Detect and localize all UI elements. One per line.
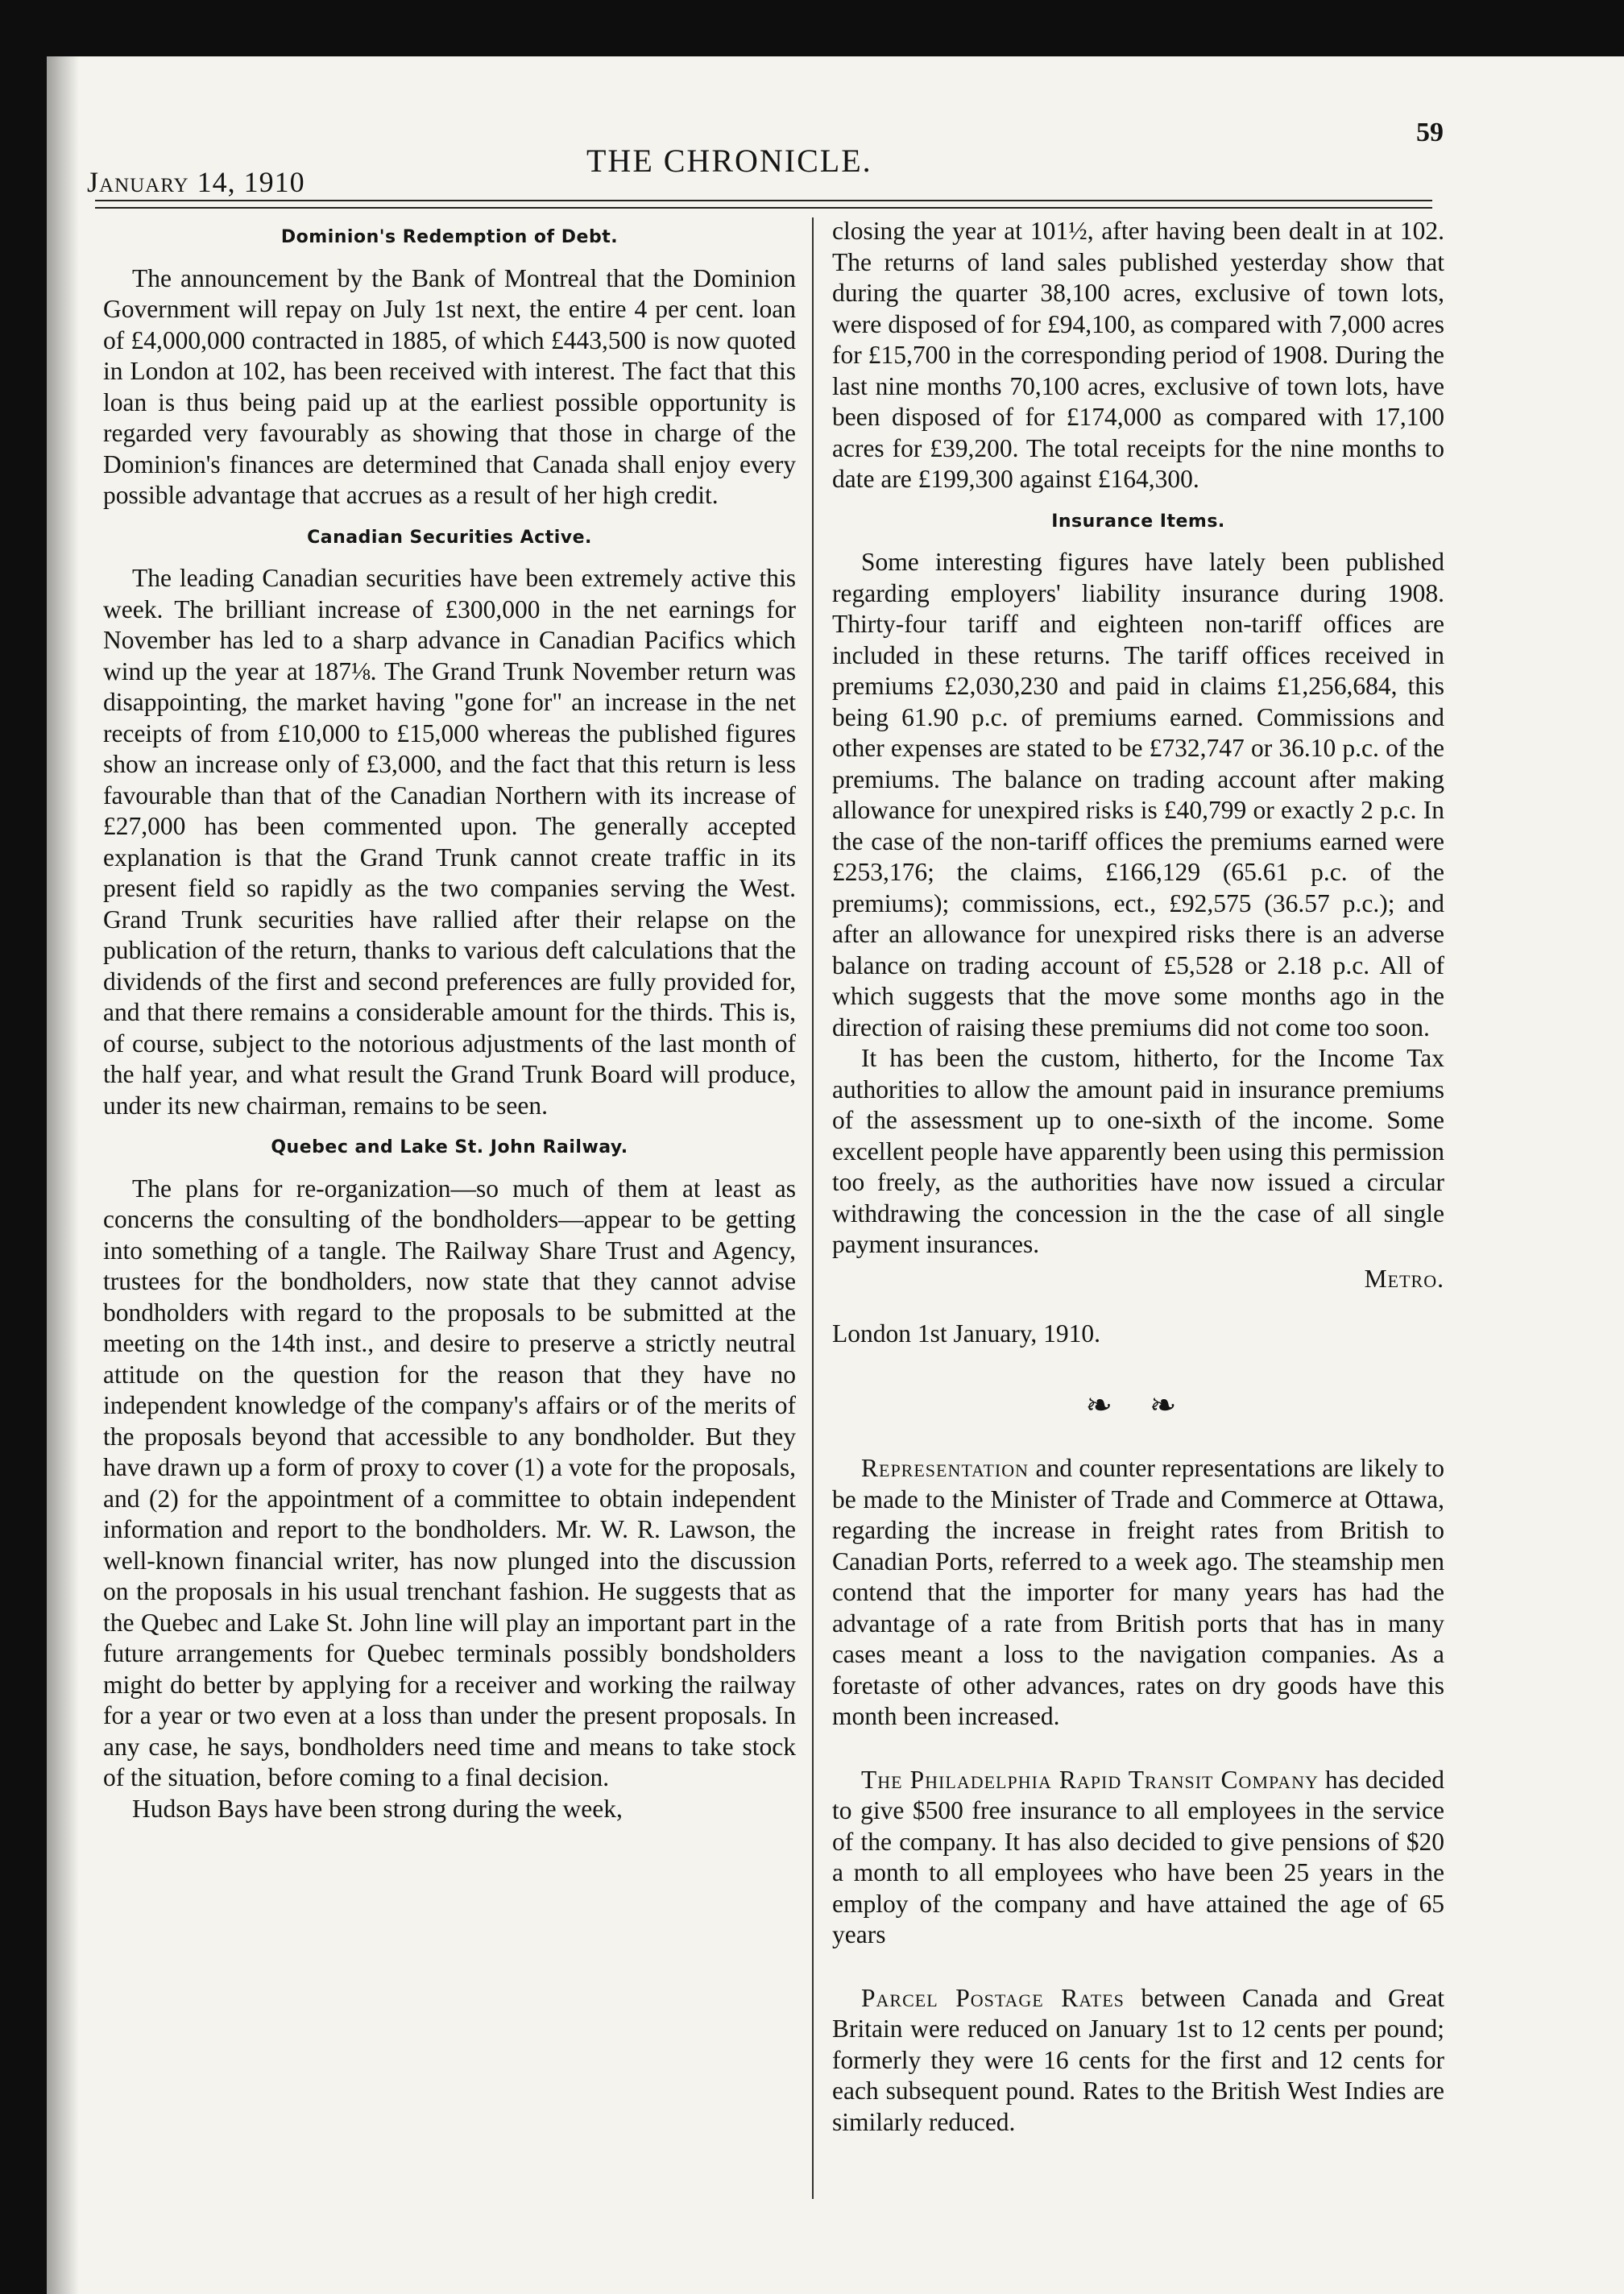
note-philadelphia-transit (832, 1765, 1444, 1951)
paragraph-redemption: The announcement by the Bank of Montreal that the Dominion Government will repay on July 1st next, the entire 4 per cent. loan of £4,000,000 contracted in 1885, of which £443,500 is now quoted in London at 102, has been received with interest. The fact that this loan is thus being paid up at the earliest possible opportunity is regarded very favourably as showing that those in charge of the Dominion's finances are determined that Canada shall enjoy every possible advantage that accrues as a result of her high credit. (103, 263, 796, 509)
note-parcel-postage (832, 1983, 1444, 2139)
paragraph-insurance-figures: Some interesting figures have lately been published regarding employers' liability insurance during 1908. Thirty-four tariff and eighteen non-tariff offices are included in these returns. The tariff offices received in premiums £2,030,230 and paid in claims £1,256,684, this being 61.90 p.c. of premiums earned. Commissions and other expenses are stated to be £732,747 or 36.10 p.c. of the premiums. The balance on trading account after making allowance for unexpired risks is £40,799 or exactly 2 p.c. In the case of the non-tariff offices the premiums earned were £253,176; the claims, £166,129 (65.61 p.c. of the premiums); commissions, ect., £92,575 (36.57 p.c.); and after an allowance for unexpired risks there is an adverse balance on trading account of £5,528 or 2.18 p.c. All of which suggests that the move some months ago in the direction of raising these premiums did not come too soon. (832, 548, 1444, 1041)
page-number: 59 (1416, 118, 1444, 147)
right-column (832, 216, 1444, 2138)
page-binding-shadow (47, 56, 79, 2294)
issue-date: January 14, 1910 (87, 166, 305, 198)
column-divider (812, 217, 814, 2199)
publication-title: THE CHRONICLE. (586, 143, 872, 179)
note-body-parcel: between Canada and Great Britain were reduced on January 1st to 12 cents per pound; formerly they were 16 cents for the first and 12 cents for each subsequent pound. Rates to the British West Indies are similarly reduced. (832, 1983, 1444, 2136)
paragraph-income-tax: It has been the custom, hitherto, for the Income Tax authorities to allow the amount paid in insurance premiums of the assessment up to one-sixth of the income. Some excellent people have apparently been using this permission too freely, as the authorities have now issued a circular withdrawing the concession in the the case of all single payment insurances. (832, 1044, 1444, 1258)
correspondent-signoff: Metro. (1364, 1264, 1444, 1293)
header-double-rule (95, 200, 1432, 209)
note-body-freight: and counter representations are likely to be made to the Minister of Trade and Commerce at Ottawa, regarding the increase in freight rates from British to Canadian Ports, referred to a week ago. The steamship men contend that the importer for many years has had the advantage of a rate from British ports that has in many cases meant a loss to the navigation companies. As a foretaste of other advances, rates on dry goods have this month been increased. (832, 1454, 1444, 1730)
page-header (87, 89, 1444, 198)
paragraph-hudson-continued: closing the year at 101½, after having been dealt in at 102. The returns of land sales published yesterday show that during the quarter 38,100 acres, exclusive of town lots, were disposed of for £94,100, as compared with 7,000 acres for £15,700 in the corresponding period of 1908. During the last nine months 70,100 acres, exclusive of town lots, have been disposed of for £174,000 as compared with 17,100 acres for £39,200. The total receipts for the nine months to date are £199,300 against £164,300. (832, 217, 1444, 493)
section-heading-insurance: Insurance Items. (1051, 511, 1225, 532)
note-body-philadelphia: has decided to give $500 free insurance to all employees in the service of the company. It has also decided to give pensions of $20 a month to all employees who have been 25 years in the employ of the company and have attained the age of 65 years (832, 1765, 1444, 1948)
newspaper-page (47, 56, 1624, 2294)
note-lead-parcel: Parcel Postage Rates (861, 1983, 1125, 2012)
note-parcel-text (832, 1983, 1444, 2139)
leaf-ornament-icon: ❧ ❧ (1085, 1386, 1191, 1423)
note-freight-rates (832, 1453, 1444, 1733)
note-lead-representation: Representation (861, 1454, 1030, 1482)
left-column (103, 216, 796, 1824)
letter-dateline: London 1st January, 1910. (832, 1319, 1101, 1348)
section-heading-securities: Canadian Securities Active. (307, 527, 592, 548)
note-philadelphia-text (832, 1765, 1444, 1951)
paragraph-securities: The leading Canadian securities have been extremely active this week. The brilliant increase of £300,000 in the net earnings for November has led to a sharp advance in Canadian Pacifics which wind up the year at 187⅛. The Grand Trunk November return was disappointing, the market having "gone for" an increase in the net receipts of from £10,000 to £15,000 whereas the published figures show an increase only of £3,000, and the fact that this return is less favourable than that of the Canadian Northern with its increase of £27,000 has been commented upon. The generally accepted explanation is that the Grand Trunk cannot create traffic in its present field so rapidly as the two companies serving the West. Grand Trunk securities have rallied after their relapse on the publication of the return, thanks to various deft calculations that the dividends of the first and second preferences are fully provided for, and that there remains a considerable amount for the thirds. This is, of course, subject to the notorious adjustments of the last month of the half year, and what result the Grand Trunk Board will produce, under its new chairman, remains to be seen. (103, 564, 796, 1120)
note-lead-philadelphia: The Philadelphia Rapid Transit Company (861, 1765, 1319, 1794)
note-freight-rates-text (832, 1453, 1444, 1733)
paragraph-hudson-bays: Hudson Bays have been strong during the week, (132, 1794, 623, 1823)
section-heading-quebec-railway: Quebec and Lake St. John Railway. (271, 1137, 628, 1157)
paragraph-quebec-railway: The plans for re-organization—so much of them at least as concerns the consulting of the bondholders—appear to be getting into something of a tangle. The Railway Share Trust and Agency, trustees for the bondholders, now state that they cannot advise bondholders with regard to the proposals to be submitted at the meeting on the 14th inst., and desire to preserve a strictly neutral attitude on the question for the reason that they have no independent knowledge of the company's affairs or of the merits of the proposals beyond that accessible to any bondholder. But they have drawn up a form of proxy to cover (1) a vote for the proposals, and (2) for the appointment of a committee to obtain independent information and report to the bondholders. Mr. W. R. Lawson, the well-known financial writer, has now plunged into the discussion on the proposals in his usual trenchant fashion. He suggests that as the Quebec and Lake St. John line will play an important part in the future arrangements for Quebec terminals possibly bondsholders might do better by applying for a receiver and working the railway for a year or two even at a loss than under the present proposals. In any case, he says, bondholders need time and means to take stock of the situation, before coming to a final decision. (103, 1174, 796, 1791)
section-heading-redemption: Dominion's Redemption of Debt. (280, 227, 619, 247)
